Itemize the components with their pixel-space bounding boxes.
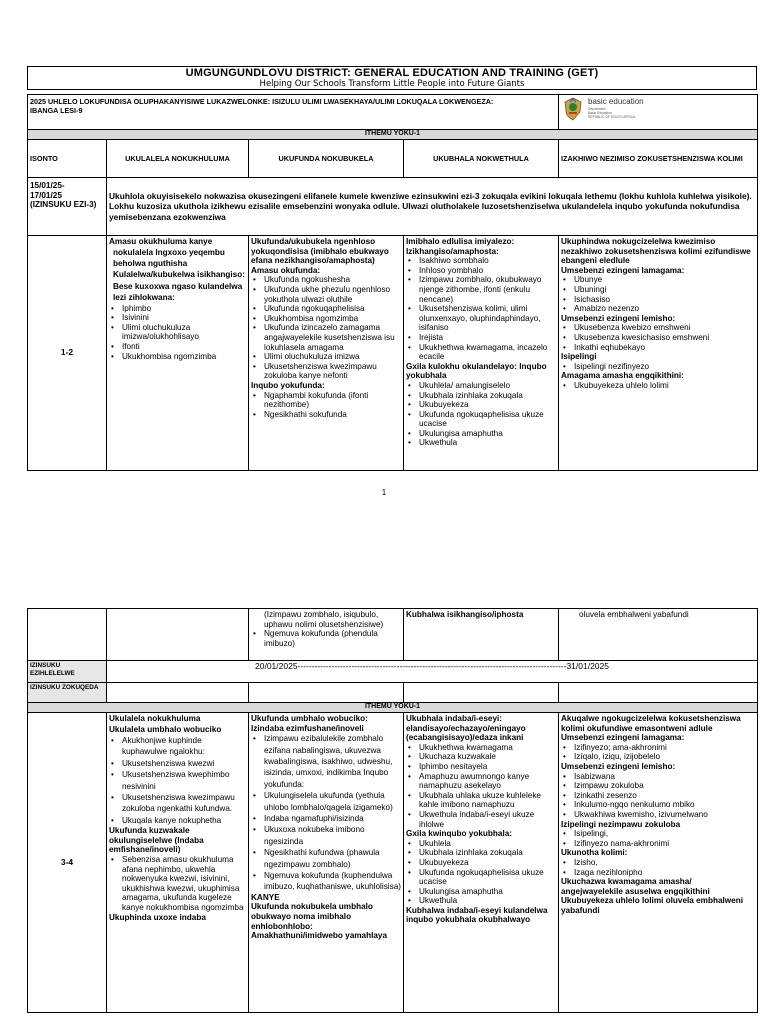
list-item: • Ngemuva kokufunda (kuphendulwa imibuzo, kuqhathaniswe, ukuhlolisisa) bbox=[251, 870, 401, 893]
term-bar-2: ITHEMU YOKU-1 bbox=[28, 703, 758, 713]
list-item: • Ukufunda ukhe phezulu ngenhloso yokuthola ulwazi oluthile bbox=[251, 285, 401, 304]
page-number: 1 bbox=[381, 488, 387, 497]
w12-c3-list bbox=[406, 256, 556, 362]
w12-c2-p2: Inqubo yokufunda: bbox=[251, 380, 325, 390]
list-item: • Inhloso yombhalo bbox=[406, 266, 556, 276]
list-item: • Irejista bbox=[406, 333, 556, 343]
slogan: Helping Our Schools Transform Little People into Future Giants bbox=[259, 79, 525, 89]
list-item: • Ukulungisa amaphutha bbox=[406, 429, 556, 439]
w34-c4-p1: Akuqalwe ngokugcizelelwa kokusetshenziswa kolimi okufundiwe emasontweni adlule bbox=[561, 714, 741, 733]
w34-c1-p2: Ukulalela umbhalo wobuciko bbox=[109, 724, 222, 734]
intro-text: Ukuhlola okuyisisekelo nokwazisa okusezingeni elifanele kumele kwenziwe ezinsukwini ezi-3 zokuqala evikini lokuqala lethemu (lokhu kuhlola kuhlelwa yisikole). Lokhu kuzosiza ukuthola izikhewu ezisalile emsebenzini wonyaka odlule. Ulwazi olutholakele luzosetshenziselwa ukulandelela inqubo yokufunda nokufundisa yemisebenzana ezokwenziwa bbox=[107, 178, 758, 236]
list-item: • Ukuxoxa nokubeka imibono ngesizinda bbox=[251, 824, 401, 847]
district-header bbox=[27, 66, 757, 90]
list-item: • Izifinyezo nama-akhronimi bbox=[561, 839, 755, 849]
list-item: • Ukwethula bbox=[406, 438, 556, 448]
page-gap bbox=[0, 520, 768, 600]
list-item: • Ukukhethwa kwamagama, incazelo ecacile bbox=[406, 343, 556, 362]
w34-c2-p4: Amakhathuni/imidwebo yamahlaya bbox=[251, 931, 388, 941]
page-2 bbox=[0, 600, 768, 1024]
list-item: • Ukubhala izinhlaka zokuqala bbox=[406, 848, 556, 858]
list-item: • Izimpawu ezibalulekile zombhalo ezifana nabalingiswa, ukuvezwa kwabalingiswa, isakhiwo, udweshu, isizinda, umxoxi, indikimba Inqubo yokufunda: bbox=[251, 733, 401, 790]
catch-up-c3 bbox=[404, 683, 559, 703]
intro-dates bbox=[28, 178, 107, 236]
w34-c4-p6: Ukuchazwa kwamagama amasha/ angejwayelekile asuselwa engqikithini Ukubuyekeza uhlelo lolimi oluvela embhalweni yabafundi bbox=[561, 877, 743, 915]
intro-date-3: (IZINSUKU EZI-3) bbox=[30, 200, 97, 210]
catch-up-label: IZINSUKU ZOKUQEDA bbox=[28, 683, 107, 703]
list-item: • Ukuhlela/ amalungiselelo bbox=[406, 381, 556, 391]
list-item: • Ukufunda izincazelo zamagama angajwayelekile kusetshenziswa isu lokuhlasela amagama bbox=[251, 323, 401, 352]
plan-table-page-2 bbox=[27, 608, 758, 1013]
list-item: • Ukubuyekeza uhlelo lolimi bbox=[561, 381, 755, 391]
list-item: • Ukwethula bbox=[406, 896, 556, 906]
coat-of-arms-icon bbox=[562, 97, 584, 121]
list-item: • Ukukhombisa ngomzimba bbox=[109, 352, 246, 362]
cont-week-cell bbox=[28, 609, 107, 661]
list-item: • Isabizwana bbox=[561, 772, 755, 782]
list-item: • Ukusebenza kwebizo emshweni bbox=[561, 323, 755, 333]
w12-c2-p1: Ukufunda/ukubukela ngenhloso yokuqondisisa (imibhalo ebukwayo efana nezikhangiso/amaphosta) Amasu okufunda: bbox=[251, 237, 389, 275]
list-item: • Ifonti bbox=[109, 342, 246, 352]
w12-c1-p1: Amasu okukhuluma kanye bbox=[109, 237, 213, 246]
w12-c4-list3 bbox=[561, 362, 755, 372]
w12-c4-list bbox=[561, 275, 755, 313]
intro-date-1: 15/01/25- bbox=[30, 181, 65, 190]
list-item: • Ukubuyekeza bbox=[406, 400, 556, 410]
w12-c4-list4 bbox=[561, 381, 755, 391]
logo-subtext bbox=[588, 108, 635, 119]
w34-c4-list bbox=[561, 743, 755, 762]
list-item: • Ngaphambi kokufunda (ifonti nezithombe) bbox=[251, 391, 401, 410]
logo-sub-3: REPUBLIC OF SOUTH AFRICA bbox=[588, 114, 636, 119]
w34-c1-list2 bbox=[109, 855, 246, 913]
w34-c3-p1: Ukubhala indaba/i-eseyi: elandisayo/echazayo/eningayo (ecabangisisayo)/edaza inkani bbox=[406, 714, 526, 743]
list-item: (Izimpawu zombhalo, isiqubulo, uphawu nolimi olusetshenzisiwe) bbox=[264, 610, 384, 629]
list-item: • Ulimi oluchukuluza imizwa/olukhohlisayo bbox=[109, 323, 246, 342]
col-header-language: IZAKHIWO NEZIMISO ZOKUSETSHENZISWA KOLIMI bbox=[559, 140, 758, 178]
list-item: • Ukufunda ngokuqaphelisisa bbox=[251, 304, 401, 314]
w12-c4-p5: Amagama amasha engqikithini: bbox=[561, 371, 684, 381]
list-item: • Ukuqala kanye nokuphetha bbox=[109, 815, 246, 826]
weeks34-writing bbox=[404, 713, 559, 1013]
w34-c4-p3: Umsebenzi ezingeni lemisho: bbox=[561, 761, 676, 771]
list-item: • Izíqalo, iziqu, izijobelelo bbox=[561, 752, 755, 762]
list-item: • Ulimi oluchukuluza imizwa bbox=[251, 352, 401, 362]
list-item: • Ukukhethwa kwamagama bbox=[406, 743, 556, 753]
list-item: • Ukuchaza kuzwakale bbox=[406, 752, 556, 762]
cont-reading-cell bbox=[249, 609, 404, 661]
list-item: • Ngesikhathi sokufunda bbox=[251, 410, 401, 420]
list-item: • Ukusetshenziswa kwezimpawu zokuloba ngenkathi kufundwa. bbox=[109, 792, 246, 815]
list-item: • Inkulumo-ngqo nenkulumo mbiko bbox=[561, 800, 755, 810]
w34-c4-p2: Umsebenzi ezingeni lamagama: bbox=[561, 733, 685, 743]
list-item: • Ukufunda ngokuqaphelisisa ukuze ucacise bbox=[406, 868, 556, 887]
cont-c2-list bbox=[251, 610, 401, 648]
list-item: • Izimpawu zokuloba bbox=[561, 781, 755, 791]
list-item: • Ukulungisa amaphutha bbox=[406, 887, 556, 897]
weeks34-listening bbox=[107, 713, 249, 1013]
week-label-1-2: 1-2 bbox=[28, 236, 107, 471]
w34-c4-list3 bbox=[561, 829, 755, 848]
w34-c4-p4: Izipelingi nezimpawu zokuloba bbox=[561, 819, 681, 829]
list-item: • Ukusetshenziswa kolimi, ulimi olunxenxayo, oluphindaphindayo, isifaniso bbox=[406, 304, 556, 333]
list-item: • Isivinini bbox=[109, 313, 246, 323]
w34-c4-list2 bbox=[561, 772, 755, 820]
list-item: • Ukufunda ngokushesha bbox=[251, 275, 401, 285]
list-item: • Ukwakhiwa kwemisho, izivumelwano bbox=[561, 810, 755, 820]
list-item: • Amaphuzu awumnongo kanye namaphuzu asekelayo bbox=[406, 772, 556, 791]
grade-label: IBANGA LESI-9 bbox=[30, 105, 83, 115]
list-item: • Inkathi eqhubekayo bbox=[561, 343, 755, 353]
list-item: • Amabizo nezenzo bbox=[561, 304, 755, 314]
list-item: • Ukubhala izinhlaka zokuqala bbox=[406, 391, 556, 401]
weeks12-language bbox=[559, 236, 758, 471]
catch-up-c2 bbox=[249, 683, 404, 703]
logo-text: basic education bbox=[588, 97, 644, 106]
list-item: • Isichasiso bbox=[561, 295, 755, 305]
list-item: • Ubuningi bbox=[561, 285, 755, 295]
list-item: • Ukubhala uhlaka ukuze kuhleleke kahle imibono namaphuzu bbox=[406, 791, 556, 810]
list-item: • Iphimbo bbox=[109, 304, 246, 314]
w34-c1-p1: Ukulalela nokukhuluma bbox=[109, 714, 201, 723]
w12-c1-p2: nokulalela Ingxoxo yeqembu beholwa nguthisha Kulalelwa/kubukelwa isikhangiso: bbox=[113, 247, 245, 280]
lost-days-label: IZINSUKU EZIHLELELWE bbox=[28, 661, 107, 683]
list-item: • Izaga nezihlonipho bbox=[561, 868, 755, 878]
col-header-week: ISONTO bbox=[28, 140, 107, 178]
weeks34-reading bbox=[249, 713, 404, 1013]
list-item: • Ukulungiselela ukufunda (yethula uhlobo lombhalo/qagela izigameko) bbox=[251, 790, 401, 813]
list-item: • Iphimbo nesitayela bbox=[406, 762, 556, 772]
list-item: • Ukusetshenziswa kwezimpawu zokuloba kanye nefonti bbox=[251, 362, 401, 381]
list-item: • Ukufunda ngokuqaphelisisa ukuze ucacise bbox=[406, 410, 556, 429]
w12-c4-p2: Umsebenzi ezingeni lamagama: bbox=[561, 265, 685, 275]
w34-c3-p3: Kubhalwa indaba/i-eseyi kulandelwa inqubo yokubhala okubhalwayo bbox=[406, 905, 548, 925]
w12-c3-list2 bbox=[406, 381, 556, 448]
logo-sub-2: Basic Education bbox=[588, 110, 612, 115]
lost-days-dates: 20/01/2025-----------------------------------------------------------------------------------------------31/01/2025 bbox=[107, 661, 758, 683]
list-item: • Ukukhombisa ngomzimba bbox=[251, 314, 401, 324]
list-item: • Ngesikhathi kufundwa (phawula ngezimpawu zombhalo) bbox=[251, 847, 401, 870]
weeks12-reading bbox=[249, 236, 404, 471]
list-item: • Isipelingi, bbox=[561, 829, 755, 839]
list-item: • Ukusetshenziswa kwezwi bbox=[109, 758, 246, 769]
list-item: • Ngemuva kokufunda (phendula imibuzo) bbox=[251, 629, 401, 648]
w34-c1-list bbox=[109, 735, 246, 826]
list-item: • Ubunye bbox=[561, 275, 755, 285]
w34-c2-p1: Ukufunda umbhalo wobuciko: Izindaba ezimfushane/inoveli bbox=[251, 714, 368, 733]
list-item: • Izimpawu zombhalo, okubukwayo njenge zithombe, ifonti (enkulu nencane) bbox=[406, 275, 556, 304]
cont-language-cell: oluvela embhalweni yabafundi bbox=[559, 609, 758, 661]
list-item: • Ukwethula indaba/i-eseyi ukuze ihlolwe bbox=[406, 810, 556, 829]
w34-c3-p2: Gxila kwinqubo yokubhala: bbox=[406, 829, 512, 839]
list-item: • Isipelingi nezifinyezo bbox=[561, 362, 755, 372]
district-title: UMGUNGUNDLOVU DISTRICT: GENERAL EDUCATION AND TRAINING (GET) bbox=[185, 67, 599, 79]
list-item: • Akukhonjwe kuphinde kuphawulwe ngalokhu: bbox=[109, 735, 246, 758]
list-item: • Ukusetshenziswa kwephimbo nesivinini bbox=[109, 769, 246, 792]
w34-c2-p2: KANYE bbox=[251, 892, 280, 902]
w34-c3-list2 bbox=[406, 839, 556, 906]
w34-c2-p3: Ukufunda nokubukela umbhalo obukwayo noma imibhalo enhlobonhlobo: bbox=[251, 902, 373, 931]
w12-c4-p1: Ukuphindwa nokugcizelelwa kwezimiso nezakhiwo zokusetshenziswa kolimi ezifundiswe ebangeni eledlule bbox=[561, 237, 751, 266]
week-label-3-4: 3-4 bbox=[28, 713, 107, 1013]
plan-table-page-1 bbox=[27, 94, 758, 471]
weeks12-writing bbox=[404, 236, 559, 471]
col-header-reading: UKUFUNDA NOKUBUKELA bbox=[249, 140, 404, 178]
cont-writing-cell: Kubhalwa isikhangiso/iphosta bbox=[404, 609, 559, 661]
w34-c2-list bbox=[251, 733, 401, 893]
cont-listening-cell bbox=[107, 609, 249, 661]
list-item: • Indaba ngamafuphi/isizinda bbox=[251, 813, 401, 824]
catch-up-c1 bbox=[107, 683, 249, 703]
weeks12-listening bbox=[107, 236, 249, 471]
list-item: • Ukusebenza kwesichasiso emshweni bbox=[561, 333, 755, 343]
w34-c4-p5: Ukunotha kolimi: bbox=[561, 848, 628, 858]
w12-c2-list2 bbox=[251, 391, 401, 420]
catch-up-c4 bbox=[559, 683, 758, 703]
list-item: • Ukubuyekeza bbox=[406, 858, 556, 868]
w12-c2-list bbox=[251, 275, 401, 381]
col-header-writing: UKUBHALA NOKWETHULA bbox=[404, 140, 559, 178]
weeks34-language bbox=[559, 713, 758, 1013]
w12-c1-list bbox=[109, 304, 246, 362]
w12-c4-p4: Isipelingi bbox=[561, 352, 597, 362]
w34-c3-list bbox=[406, 743, 556, 829]
w12-c4-list2 bbox=[561, 323, 755, 352]
intro-date-2: 17/01/25 bbox=[30, 190, 62, 200]
list-item: • Izisho, bbox=[561, 858, 755, 868]
w34-c4-list4 bbox=[561, 858, 755, 877]
col-header-listening: UKULALELA NOKUKHULUMA bbox=[107, 140, 249, 178]
list-item: • Izinkathi zesenzo bbox=[561, 791, 755, 801]
logo-cell bbox=[559, 95, 758, 130]
plan-title-cell bbox=[28, 95, 559, 130]
list-item: • Izifinyezo; ama-akhronimi bbox=[561, 743, 755, 753]
plan-title: 2025 UHLELO LOKUFUNDISA OLUPHAKANYISIWE LUKAZWELONKE: ISIZULU ULIMI LWASEKHAYA/ULIMI LOKUQALA LOKWENGEZA: bbox=[30, 97, 494, 106]
list-item: • Sebenzisa amasu okukhuluma afana nephimbo, ukwehla nokwenyuka kwezwi, isivinini, ukukhishwa kwezwi, ukuphimisa amagama, ukufunda kugeleze kanye nokukhombisa ngomzimba bbox=[109, 855, 246, 913]
w12-c3-p1: Imibhalo edlulisa imiyalezo: Izikhangiso/amaphosta: bbox=[406, 237, 515, 256]
logo-sub-1: Department: bbox=[588, 107, 607, 111]
w34-c1-p4: Ukuphinda uxoxe indaba bbox=[109, 912, 206, 922]
w12-c3-p2: Gxila kulokhu okulandelayo: Inqubo yokubhala bbox=[406, 361, 547, 381]
w12-c4-p3: Umsebenzi ezingeni lemisho: bbox=[561, 313, 676, 323]
w12-c1-p3: Bese kuxoxwa ngaso kulandelwa lezi zihlokwana: bbox=[113, 281, 243, 303]
list-item: • Isakhiwo sombhalo bbox=[406, 256, 556, 266]
term-bar: ITHEMU YOKU-1 bbox=[28, 130, 758, 140]
w34-c1-p3: Ukufunda kuzwakale okulungiselelwe (Indaba emfishane/inoveli) bbox=[109, 826, 204, 855]
list-item: • Ukuhlela bbox=[406, 839, 556, 849]
dbe-logo bbox=[562, 97, 682, 121]
